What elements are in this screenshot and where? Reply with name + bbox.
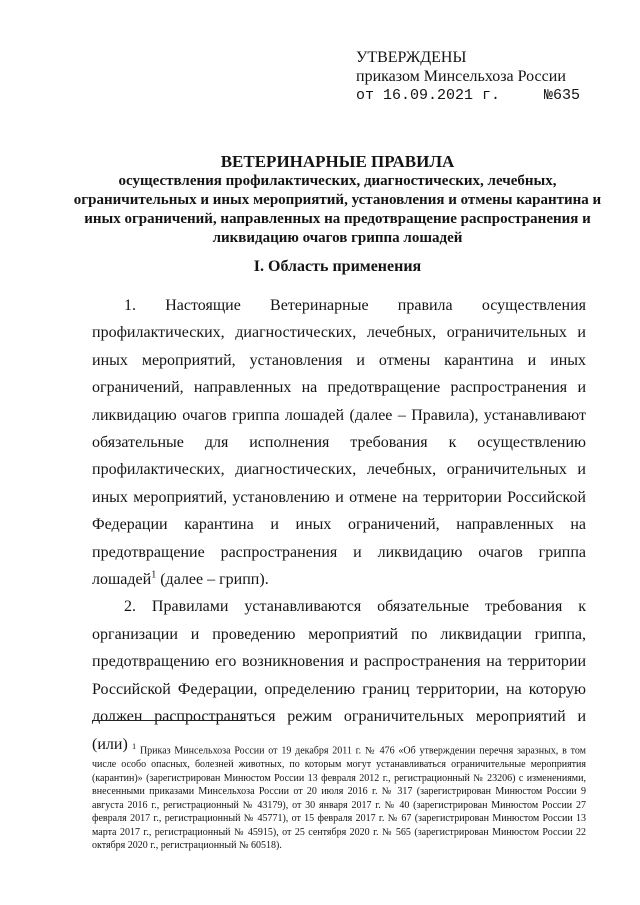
footnote-reference: 1 — [151, 569, 157, 581]
document-title — [70, 152, 605, 248]
paragraph-1-tail: (далее – грипп). — [156, 571, 269, 589]
approval-title: УТВЕРЖДЕНЫ — [356, 49, 467, 66]
footnote-mark: 1 — [132, 742, 137, 751]
approval-date: от 16.09.2021 г. — [356, 87, 501, 104]
paragraph-1 — [92, 292, 586, 593]
approval-order: приказом Минсельхоза России — [356, 68, 566, 85]
approval-number: №635 — [544, 87, 581, 104]
title-subtitle: осуществления профилактических, диагностических, лечебных, ограничительных и иных мероприятий, установления и отмены карантина и иных ограничений, направленных на предотвращение распространения и ликвидацию очагов гриппа лошадей — [73, 173, 602, 246]
paragraph-1-text: 1. Настоящие Ветеринарные правила осуществления профилактических, диагностических, лечебных, ограничительных и иных мероприятий, установления и отмены карантина и иных ограничений, направленных на предотвращение распространения и ликвидацию очагов гриппа лошадей (далее – Правила), устанавливают обязательные для исполнения требования к осуществлению профилактических, диагностических, лечебных, ограничительных и иных мероприятий, установлению и отмене на территории Российской Федерации карантина и иных ограничений, направленных на предотвращение распространения и ликвидацию очагов гриппа лошадей — [92, 297, 586, 589]
document-body — [92, 292, 586, 758]
approval-date-line — [356, 86, 580, 105]
paragraph-2: 2. Правилами устанавливаются обязательные требования к организации и проведению мероприятий по ликвидации гриппа, предотвращению его возникновения и распространения на территории Российской Федерации, определению границ территории, на которую должен распространяться режим ограничительных мероприятий и (или) — [92, 598, 586, 753]
footnote-divider — [92, 720, 244, 721]
title-main: ВЕТЕРИНАРНЫЕ ПРАВИЛА — [220, 152, 455, 171]
approval-stamp — [356, 48, 580, 105]
footnote-text: Приказ Минсельхоза России от 19 декабря 2011 г. № 476 «Об утверждении перечня заразных, в том числе особо опасных, болезней животных, по которым могут устанавливаться ограничительные мероприятия (карантин)» (зарегистрирован Минюстом России 13 февраля 2012 г., регистрационный № 23206) с изменениями, внесенными приказами Минсельхоза России от 20 июля 2016 г. № 317 (зарегистрирован Минюстом России 9 августа 2016 г., регистрационный № 43179), от 30 января 2017 г. № 40 (зарегистрирован Минюстом России 27 февраля 2017 г., регистрационный № 45771), от 15 февраля 2017 г. № 67 (зарегистрирован Минюстом России 13 марта 2017 г., регистрационный № 45915), от 25 сентября 2020 г. № 565 (зарегистрирован Минюстом России 22 октября 2020 г., регистрационный № 60518). — [92, 745, 586, 852]
footnote — [92, 740, 586, 853]
section-heading: I. Область применения — [253, 258, 422, 275]
